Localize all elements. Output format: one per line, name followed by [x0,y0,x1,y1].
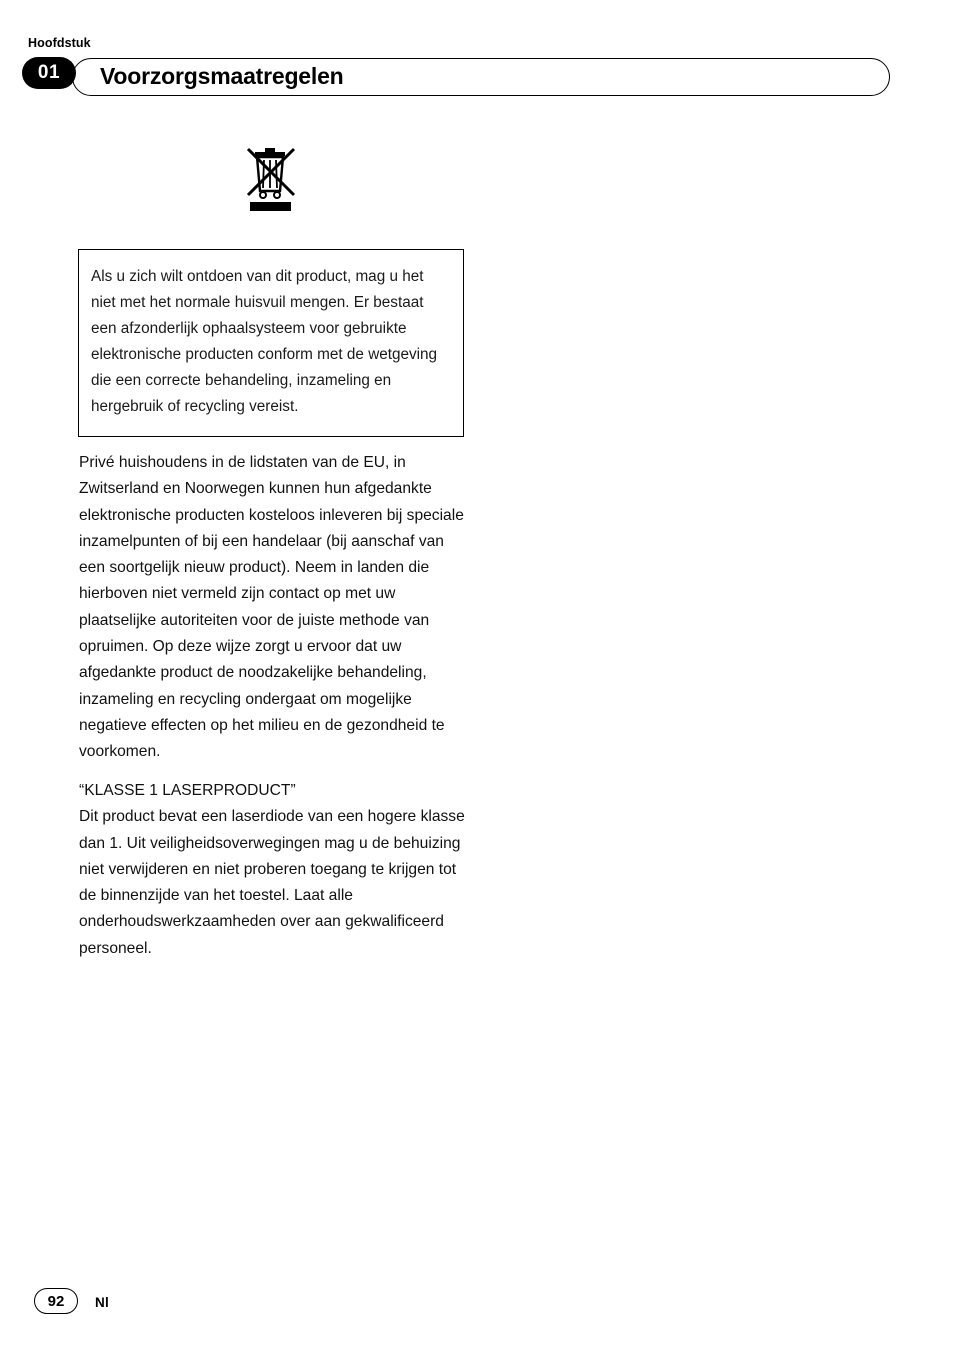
page-number-badge: 92 [34,1288,78,1314]
disposal-note-text: Als u zich wilt ontdoen van dit product, mag u het niet met het normale huisvuil mengen. Er bestaat een afzonderlijk ophaalsysteem voor gebruikte elektronische producten conform met de wetgeving die een correcte behandeling, inzameling en hergebruik of recycling vereist. [91,268,438,415]
eu-disposal-text: Privé huishoudens in de lidstaten van de EU, in Zwitserland en Noorwegen kunnen hun afgedankte elektronische producten kosteloos inleveren bij speciale inzamelpunten of bij een handelaar (bij aanschaf van een soortgelijk nieuw product). Neem in landen die hierboven niet vermeld zijn contact op met uw plaatselijke autoriteiten voor de juiste methode van opruimen. Op deze wijze zorgt u ervoor dat uw afgedankte product de noodzakelijke behandeling, inzameling en recycling ondergaat om mogelijke negatieve effecten op het milieu en de gezondheid te voorkomen. [79,454,464,761]
laser-product-heading: “KLASSE 1 LASERPRODUCT” [79,782,296,799]
weee-underline-bar [250,202,291,211]
laser-product-text: Dit product bevat een laserdiode van een hogere klasse dan 1. Uit veiligheidsoverwegingen mag u de behuizing niet verwijderen en niet proberen toegang te krijgen tot de binnenzijde van het toestel. Laat alle onderhoudswerkzaamheden over aan gekwalificeerd personeel. [79,808,465,957]
page-title: Voorzorgsmaatregelen [100,63,344,89]
page-header [0,36,954,106]
language-code: Nl [95,1295,109,1310]
eu-disposal-paragraph [79,450,471,766]
chapter-label: Hoofdstuk [28,36,91,50]
laser-product-section [79,778,471,962]
disposal-note-box [78,249,464,437]
chapter-number-badge: 01 [22,57,76,89]
page-footer [0,1279,954,1319]
